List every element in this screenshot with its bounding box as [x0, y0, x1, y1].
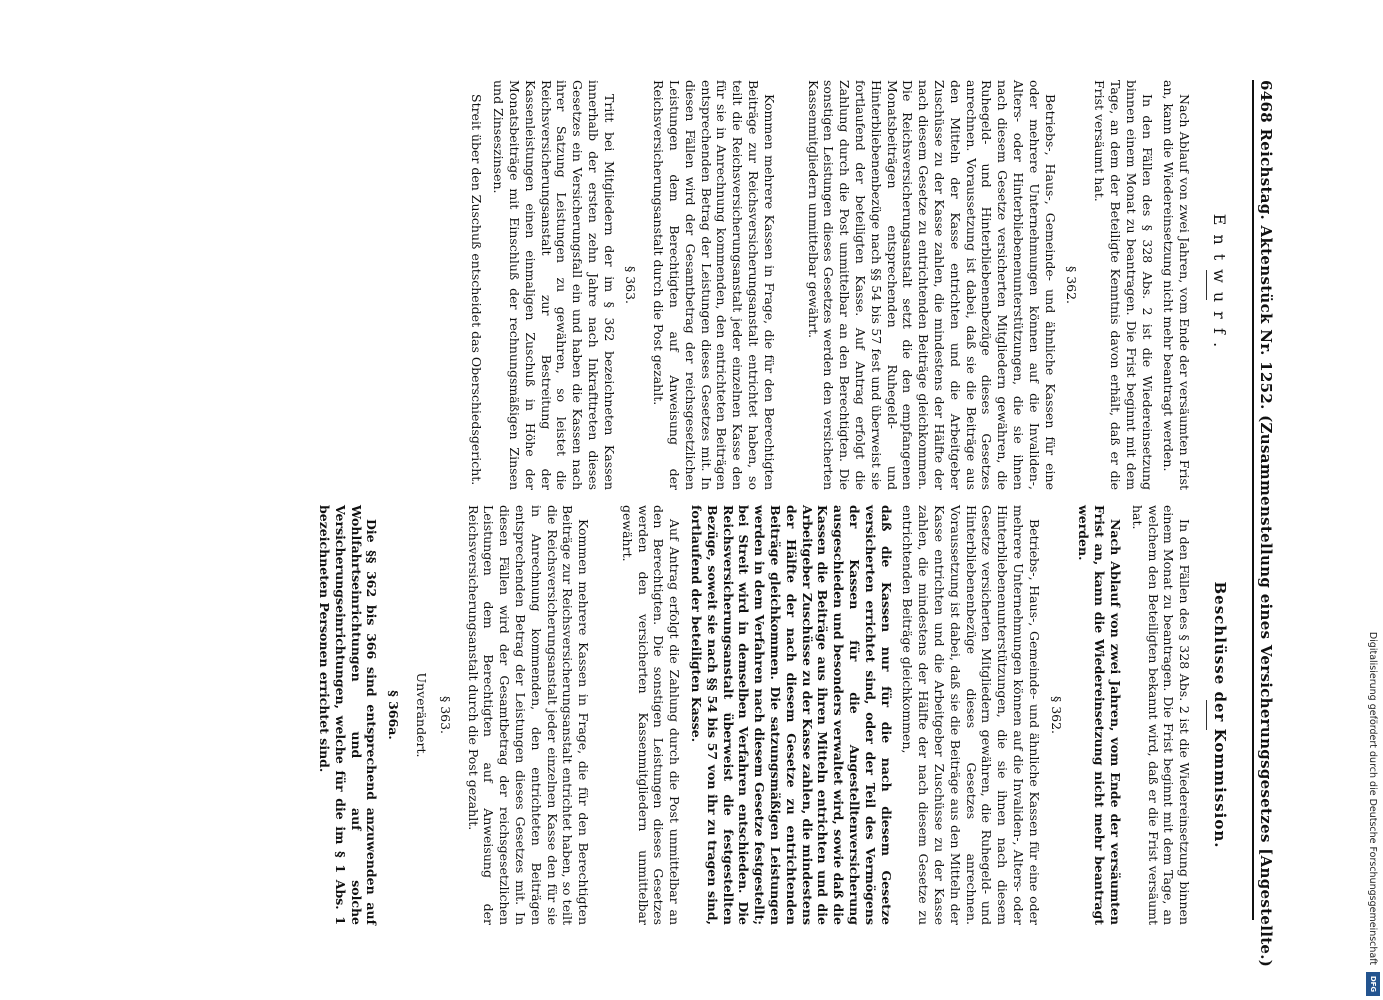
commission-paragraph-362c: Auf Antrag erfolgt die Zahlung durch die Post unmittelbar an den Berechtigten. Die sonstigen Leistungen dieses Gesetzes werden den versicherten Kassenmitgliedern unmittelbar gewährt.: [619, 505, 683, 925]
draft-section-362: § 362.: [1064, 265, 1080, 305]
unchanged-note: Unverändert.: [413, 672, 429, 758]
title-rule: [1206, 270, 1207, 300]
dfg-logo-text: DFG: [1369, 975, 1377, 993]
digitization-note-text: Digitalisierung gefördert durch die Deutsche Forschungsgemeinschaft: [1367, 631, 1379, 965]
commission-paragraph-363: Kommen mehrere Kassen in Frage, die für den Berechtigten Beiträge zur Reichsversicherungsanstalt entrichtet haben, so teilt die Reichsversicherungsanstalt jeder einzelnen Kasse den für sie in Anrechnung kommenden, den entrichteten Beiträgen entsprechenden Betrag der Leistungen dieses Gesetzes mit. In diesen Fällen wird der Gesamtbetrag der reichsgesetzlichen Leistungen dem Berechtigten auf Anweisung der Reichsversicherungsanstalt durch die Post gezahlt.: [465, 505, 592, 925]
draft-paragraph-362: Betriebs-, Haus-, Gemeinde- und ähnliche Kassen für eine oder mehrere Unternehmungen können auf die Invaliden-, Alters- oder Hinterbliebenenunterstützungen, die sie ihnen nach diesem Gesetze versicherten Mitgliedern gewähren, die Ruhegeld- und Hinterbliebenenbezüge dieses Gesetzes anrechnen. Voraussetzung ist dabei, daß sie die Beiträge aus den Mitteln der Kasse entrichten und die Arbeitgeber Zuschüsse zu der Kasse zahlen, die mindestens der Hälfte der nach diesem Gesetze zu entrichtenden Beiträge gleichkommen. Die Reichsversicherungsanstalt setzt die den empfangenen Monatsbeiträgen entsprechenden Ruhegeld- und Hinterbliebenenbezüge nach §§ 54 bis 57 fest und überweist sie fortlaufend der beteiligten Kasse. Auf Antrag erfolgt die Zahlung durch die Post unmittelbar an den Berechtigten. Die sonstigen Leistungen dieses Gesetzes werden den versicherten Kassenmitgliedern unmittelbar gewährt.: [805, 80, 1058, 490]
draft-paragraph-2: In den Fällen des § 328 Abs. 2 ist die Wiedereinsetzung binnen einem Monat zu beantragen. Die Frist beginnt mit dem Tage, an dem der Beteiligte Kenntnis davon erhält, daß er die Frist versäumt hat.: [1092, 80, 1155, 490]
commission-paragraph-366a: Die §§ 362 bis 366 sind entsprechend anzuwenden auf Wohlfahrtseinrichtungen und auf solche Versicherungseinrichtungen, welche für die im § 1 Abs. 1 bezeichneten Personen errichtet sind.: [316, 505, 380, 925]
draft-section-363: § 363.: [623, 265, 639, 305]
draft-paragraph-dispute: Streit über den Zuschuß entscheidet das Oberschiedsgericht.: [469, 94, 485, 486]
commission-section-363: § 363.: [437, 695, 453, 735]
digitization-note: [1366, 608, 1380, 988]
commission-paragraph-362a: Betriebs-, Haus-, Gemeinde- und ähnliche Kassen für eine oder mehrere Unternehmungen können auf die Invaliden-, Alters- oder Hinterbliebenenunterstützungen, die sie ihnen nach diesem Gesetze versicherten Mitgliedern gewähren, die Ruhegeld- und Hinterbliebenenbezüge dieses Gesetzes anrechnen. Voraussetzung ist dabei, daß sie die Beiträge aus den Mitteln der Kasse entrichten und die Arbeitgeber Zuschüsse zu der Kasse zahlen, die mindestens der Hälfte der nach diesem Gesetze zu entrichtenden Beiträge gleichkommen,: [900, 505, 1042, 925]
commission-section-362: § 362.: [1048, 695, 1064, 735]
draft-paragraph-1: Nach Ablauf von zwei Jahren, vom Ende der versäumten Frist an, kann die Wiedereinsetzung nicht mehr beantragt werden.: [1161, 80, 1193, 490]
dfg-logo: [1366, 972, 1380, 996]
draft-column: [463, 80, 1233, 490]
commission-paragraph-362b: daß die Kassen nur für die nach diesem Gesetze versicherten errichtet sind, oder der Teil des Vermögens der Kassen für die Angestelltenversicherung ausgeschieden und besonders verwaltet wird, sowie daß die Kassen die Beiträge aus ihren Mitteln entrichten und die Arbeitgeber Zuschüsse zu der Kasse zahlen, die mindestens der Hälfte der nach diesem Gesetze zu entrichtenden Beiträge gleichkommen. Die satzungsmäßigen Leistungen werden in dem Verfahren nach diesem Gesetze festgestellt; bei Streit wird in demselben Verfahren entschieden. Die Reichsversicherungsanstalt überweist die festgestellten Bezüge, soweit sie nach §§ 54 bis 57 von ihr zu tragen sind, fortlaufend der beteiligten Kasse.: [689, 505, 894, 925]
commission-column: [310, 505, 1233, 925]
title-rule: [1206, 700, 1207, 730]
page-header: 6468 Reichstag. Aktenstück Nr. 1252. (Zusammenstellung eines Versicherungsgesetzes [Angestellte.): [1252, 80, 1275, 920]
draft-column-title: Entwurf.: [1210, 213, 1229, 357]
draft-paragraph-363: Kommen mehrere Kassen in Frage, die für den Berechtigten Beiträge zur Reichsversicherungsanstalt entrichtet haben, so teilt die Reichsversicherungsanstalt jeder einzelnen Kasse den für sie in Anrechnung kommenden, den entrichteten Beiträgen entsprechenden Betrag der Leistungen dieses Gesetzes mit. In diesen Fällen wird der Gesamtbetrag der reichsgesetzlichen Leistungen dem Berechtigten auf Anweisung der Reichsversicherungsanstalt durch die Post gezahlt.: [651, 80, 777, 490]
commission-column-title: Beschlüsse der Kommission.: [1211, 581, 1229, 849]
commission-paragraph-1: In den Fällen des § 328 Abs. 2 ist die Wiedereinsetzung binnen einem Monat zu beantragen. Die Frist beginnt mit dem Tage, an welchem den Beteiligten bekannt wird, daß er die Frist versäumt hat.: [1129, 505, 1193, 925]
commission-section-366a: § 366a.: [386, 690, 402, 740]
commission-paragraph-2: Nach Ablauf von zwei Jahren, vom Ende der versäumten Frist an, kann die Wiedereinsetzung nicht mehr beantragt werden.: [1076, 505, 1124, 925]
draft-paragraph-363-subsidy: Tritt bei Mitgliedern der im § 362 bezeichneten Kassen innerhalb der ersten zehn Jahre nach Inkrafttreten dieses Gesetzes ein Versicherungsfall ein und haben die Kassen nach ihrer Satzung Leistungen zu gewähren, so leistet die Reichsversicherungsanstalt zur Bestreitung der Kassenleistungen einen einmaligen Zuschuß in Höhe der Monatsbeiträge mit Einschluß der rechnungsmäßigen Zinsen und Zinseszinsen.: [491, 80, 617, 490]
